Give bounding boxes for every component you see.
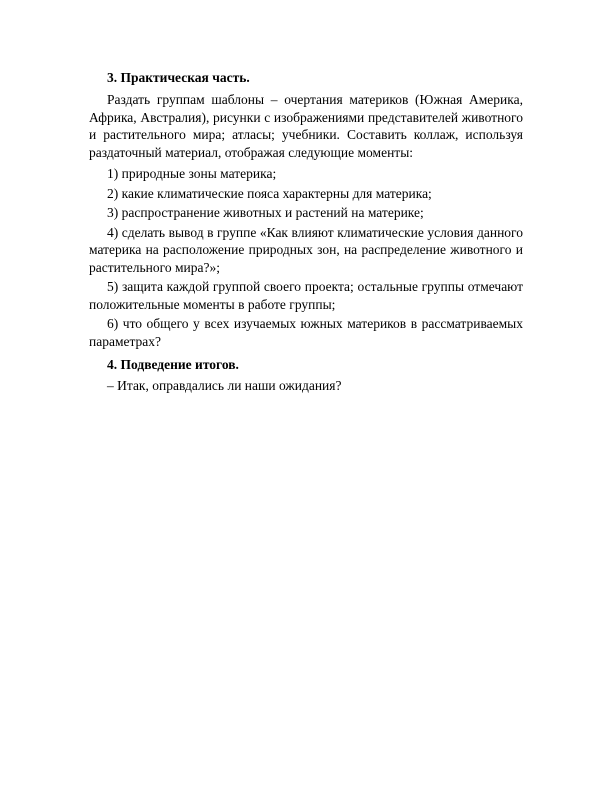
document-page	[89, 69, 523, 395]
list-item: 6) что общего у всех изучаемых южных материков в рассматриваемых параметрах?	[89, 316, 523, 349]
list-item: 3) распространение животных и растений на материке;	[107, 205, 424, 220]
list-item: 2) какие климатические пояса характерны для материка;	[107, 185, 432, 201]
section-3-heading: 3. Практическая часть.	[107, 70, 250, 85]
task-list	[89, 165, 523, 350]
list-item: 5) защита каждой группой своего проекта; остальные группы отмечают положительные моменты в работе группы;	[89, 279, 523, 312]
section-3-intro: Раздать группам шаблоны – очертания материков (Южная Америка, Африка, Австралия), рисунки с изображениями представителей животного и растительного мира; атласы; учебники. Составить коллаж, используя раздаточный материал, отображая следующие моменты:	[89, 92, 523, 160]
list-item: 1) природные зоны материка;	[107, 166, 277, 181]
list-item: 4) сделать вывод в группе «Как влияют климатические условия данного материка на расположение природных зон, на распределение животного и растительного мира?»;	[89, 224, 523, 275]
section-4-text: – Итак, оправдались ли наши ожидания?	[107, 378, 342, 393]
section-4-heading: 4. Подведение итогов.	[107, 357, 239, 372]
